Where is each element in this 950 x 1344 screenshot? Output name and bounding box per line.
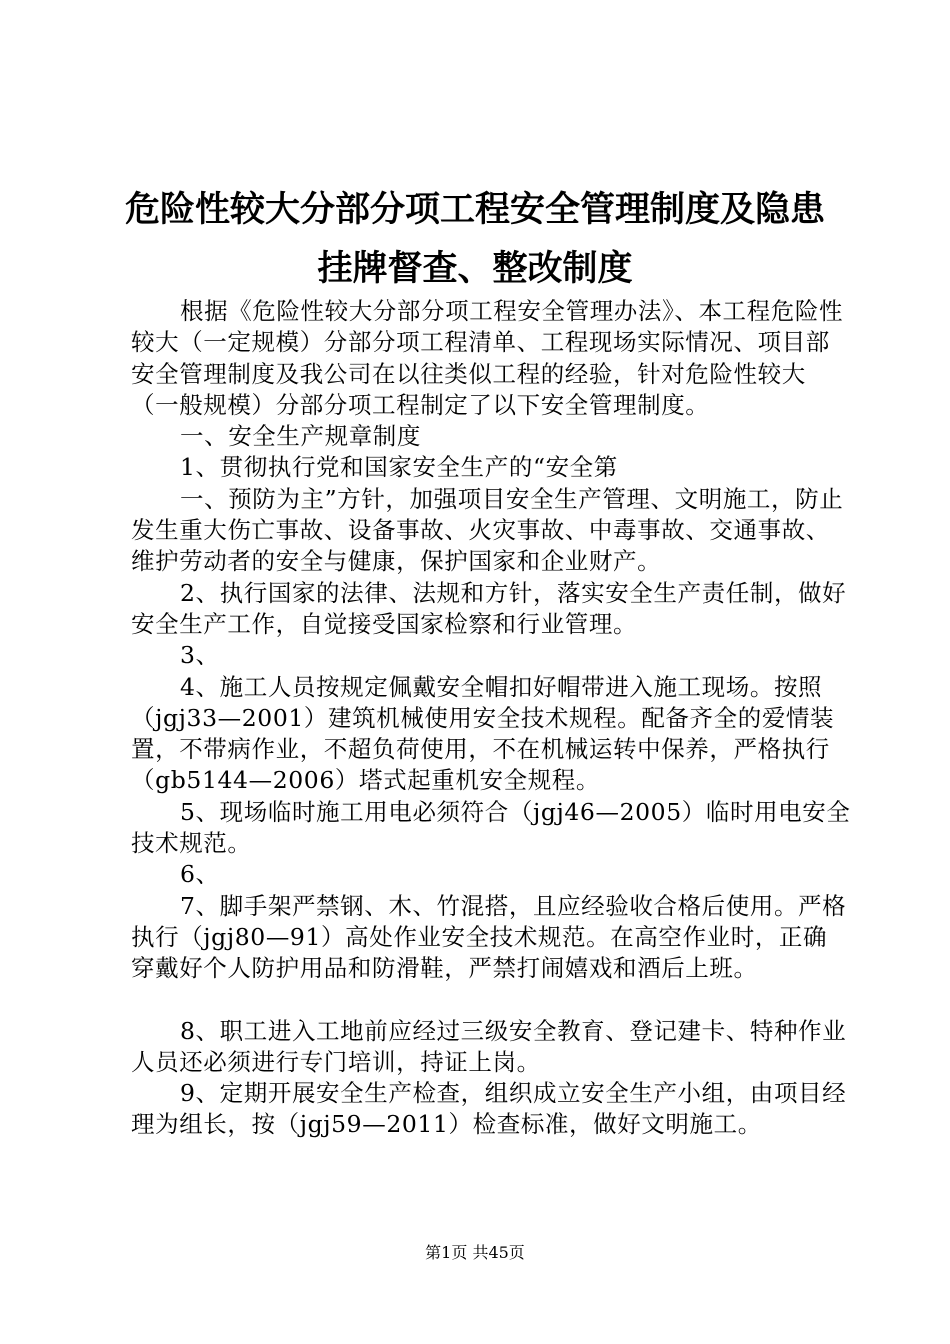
document-title-line-2: 挂牌督查、整改制度 bbox=[317, 249, 633, 289]
paragraph-item-9: 9、定期开展安全生产检查，组织成立安全生产小组，由项目经理为组长，按（jgj59—2011）检查标准，做好文明施工。 bbox=[131, 1079, 847, 1139]
document-body bbox=[131, 296, 851, 1141]
paragraph-item-1: 1、贯彻执行党和国家安全生产的“安全第 bbox=[180, 453, 618, 482]
paragraph-item-4: 4、施工人员按规定佩戴安全帽扣好帽带进入施工现场。按照（jgj33—2001）建筑机械使用安全技术规程。配备齐全的爱情装置，不带病作业，不超负荷使用，不在机械运转中保养，严格执行（gb5144—2006）塔式起重机安全规程。 bbox=[131, 672, 835, 795]
document-title-line-1: 危险性较大分部分项工程安全管理制度及隐患 bbox=[124, 190, 825, 230]
paragraph-item-6: 6、 bbox=[180, 860, 220, 889]
paragraph-intro: 根据《危险性较大分部分项工程安全管理办法》、本工程危险性较大（一定规模）分部分项工程清单、工程现场实际情况、项目部安全管理制度及我公司在以往类似工程的经验，针对危险性较大（一般规模）分部分项工程制定了以下安全管理制度。 bbox=[131, 297, 844, 419]
paragraph-item-7: 7、脚手架严禁钢、木、竹混搭，且应经验收合格后使用。严格执行（jgj80—91）高处作业安全技术规范。在高空作业时，正确穿戴好个人防护用品和防滑鞋，严禁打闹嬉戏和酒后上班。 bbox=[131, 891, 847, 983]
paragraph-item-2: 2、执行国家的法律、法规和方针，落实安全生产责任制，做好安全生产工作，自觉接受国家检察和行业管理。 bbox=[131, 578, 847, 638]
paragraph-item-8: 8、职工进入工地前应经过三级安全教育、登记建卡、特种作业人员还必须进行专门培训，持证上岗。 bbox=[131, 1016, 847, 1076]
section-heading: 一、安全生产规章制度 bbox=[180, 422, 421, 451]
paragraph-item-1-continued: 一、预防为主”方针，加强项目安全生产管理、文明施工，防止发生重大伤亡事故、设备事故、火灾事故、中毒事故、交通事故、维护劳动者的安全与健康，保护国家和企业财产。 bbox=[131, 484, 844, 576]
paragraph-item-3: 3、 bbox=[180, 641, 220, 670]
page-number-footer: 第1页 共45页 bbox=[425, 1243, 525, 1262]
paragraph-item-5: 5、现场临时施工用电必须符合（jgj46—2005）临时用电安全技术规范。 bbox=[131, 797, 851, 858]
paragraph-spacer bbox=[131, 985, 851, 1016]
